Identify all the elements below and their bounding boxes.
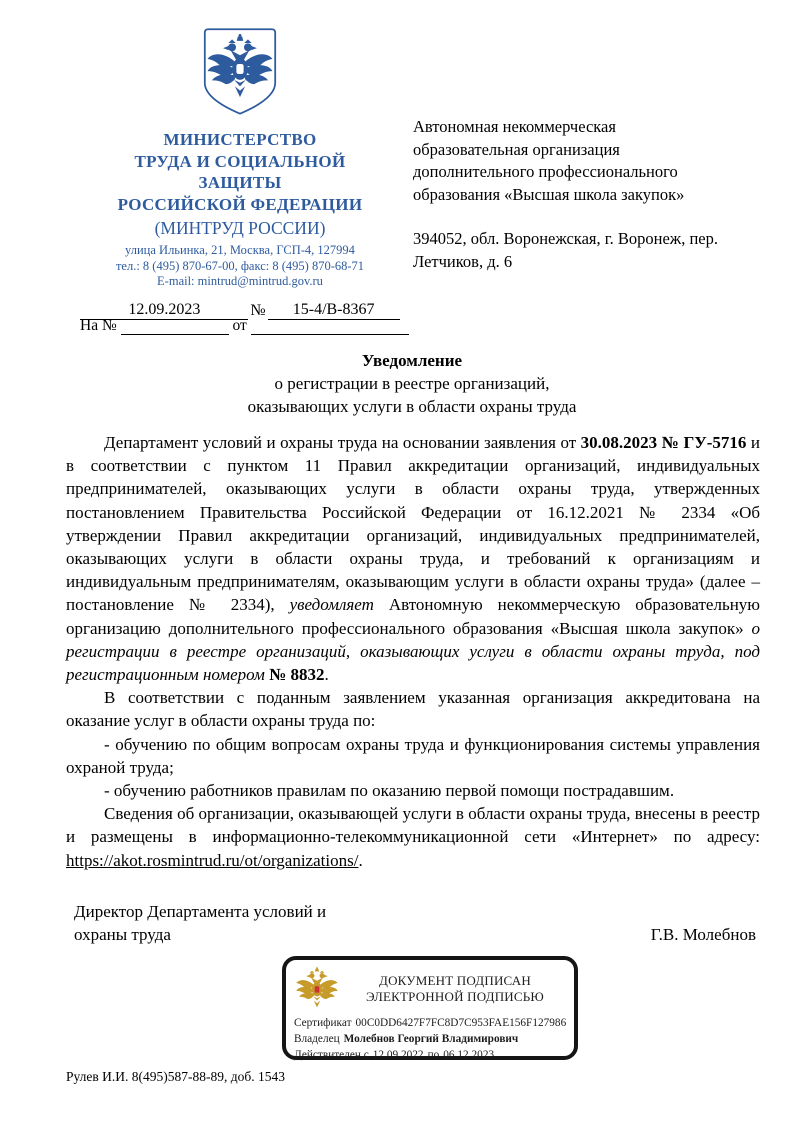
certificate-value: 00C0DD6427F7FC8D7C953FAE156F127986	[355, 1017, 567, 1029]
reference-number-blank	[121, 334, 229, 335]
title-line: о регистрации в реестре организаций,	[274, 374, 550, 393]
registry-link[interactable]: https://akot.rosmintrud.ru/ot/organizations/	[66, 850, 359, 870]
body-text-italic: о регистрации в реестре организаций, оказывающих услуги в области охраны труда, под регистрационным номером	[66, 618, 760, 685]
body-text: и в соответствии с пунктом 11 Правил аккредитации организаций, индивидуальных предпринимателей, оказывающих услуги в области охраны труда, утвержденных постановлением Правительства Российской Федерации от 16.12.2021 № 2334 «Об утверждении Правил аккредитации организаций, индивидуальных предпринимателей, оказывающих услуги в области охраны труда, и требований к организациям и индивидуальным предпринимателям, оказывающим услуги в области охраны труда» (далее – постановление № 2334),	[66, 433, 760, 615]
document-date: 12.09.2023	[80, 301, 248, 320]
ministry-address: улица Ильинка, 21, Москва, ГСП-4, 127994	[125, 243, 355, 257]
body-text: Автономную некоммерческую образовательную организацию дополнительного профессионального образования «Высшая школа закупок»	[66, 595, 760, 638]
ministry-letterhead	[70, 26, 410, 320]
number-sign: №	[250, 301, 266, 319]
signature-block	[74, 900, 756, 946]
paragraph: В соответствии с поданным заявлением указанная организация аккредитована на оказание услуг в области охраны труда по:	[66, 688, 760, 731]
ministry-name-line: ЗАЩИТЫ	[198, 173, 282, 192]
ministry-name-line: ТРУДА И СОЦИАЛЬНОЙ	[134, 151, 346, 171]
ministry-name-line: МИНИСТЕРСТВО	[163, 130, 317, 149]
stamp-coat-of-arms-icon	[294, 965, 340, 1013]
owner-label: Владелец	[294, 1033, 340, 1045]
list-item: - обучению работников правилам по оказанию первой помощи пострадавшим.	[104, 781, 675, 801]
stamp-validity-line	[294, 1049, 564, 1061]
validity-label: Действителен с	[294, 1049, 369, 1061]
recipient-block	[413, 116, 723, 273]
body-text-italic: уведомляет	[289, 595, 374, 615]
title-line: оказывающих услуги в области охраны труда	[247, 397, 577, 416]
title-line: Уведомление	[361, 351, 463, 370]
incoming-reference-line	[80, 317, 409, 335]
owner-name: Молебнов Георгий Владимирович	[343, 1033, 519, 1045]
body-text: Департамент условий и охраны труда на основании заявления от	[104, 433, 581, 452]
ministry-phone: тел.: 8 (495) 870-67-00, факс: 8 (495) 870-68-71	[115, 258, 365, 273]
reference-prefix: На №	[80, 317, 117, 334]
reference-separator: от	[232, 317, 247, 334]
executor-contact: Рулев И.И. 8(495)587-88-89, доб. 1543	[66, 1069, 285, 1084]
signer-position	[74, 900, 326, 946]
stamp-certificate-line	[294, 1017, 567, 1029]
ministry-short-name: (МИНТРУД РОССИИ)	[154, 218, 326, 238]
ministry-email: E-mail: mintrud@mintrud.gov.ru	[157, 274, 323, 288]
stamp-owner-line	[294, 1033, 564, 1045]
ministry-coat-of-arms-icon	[196, 26, 284, 124]
list-item: - обучению по общим вопросам охраны труда и функционирования системы управления охраной труда;	[66, 734, 760, 777]
paragraph	[66, 802, 760, 872]
ministry-name-line: РОССИЙСКОЙ ФЕДЕРАЦИИ	[117, 194, 363, 214]
recipient-address: 394052, обл. Воронежская, г. Воронеж, пер. Летчиков, д. 6	[413, 229, 718, 271]
body-text: Сведения об организации, оказывающей услуги в области охраны труда, внесены в реестр и размещены в информационно-телекоммуникационной сети «Интернет» по адресу:	[66, 804, 760, 847]
stamp-title	[346, 973, 564, 1006]
application-ref-bold: 30.08.2023 № ГУ-5716	[580, 433, 747, 452]
document-number: 15-4/В-8367	[268, 301, 400, 320]
valid-to-label: по	[427, 1049, 440, 1061]
document-body	[66, 431, 760, 872]
body-text: .	[358, 850, 363, 870]
registration-number-bold: № 8832	[264, 665, 325, 685]
body-text: .	[324, 665, 329, 685]
document-title	[66, 349, 758, 418]
paragraph	[66, 431, 760, 686]
ministry-name	[70, 129, 410, 215]
signer-name: Г.В. Молебнов	[650, 925, 756, 944]
valid-from-date: 12.09.2022	[372, 1049, 424, 1061]
valid-to-date: 06.12.2023	[443, 1049, 495, 1061]
recipient-name: Автономная некоммерческая образовательная организация дополнительного профессионального образования «Высшая школа закупок»	[413, 117, 685, 204]
signer-position-line: охраны труда	[74, 925, 171, 944]
certificate-label: Сертификат	[294, 1017, 352, 1029]
signer-position-line: Директор Департамента условий и	[74, 902, 327, 921]
stamp-title-line: ДОКУМЕНТ ПОДПИСАН	[379, 972, 531, 988]
reference-date-blank	[251, 334, 409, 335]
electronic-signature-stamp	[282, 956, 578, 1060]
stamp-title-line: ЭЛЕКТРОННОЙ ПОДПИСЬЮ	[366, 989, 544, 1004]
